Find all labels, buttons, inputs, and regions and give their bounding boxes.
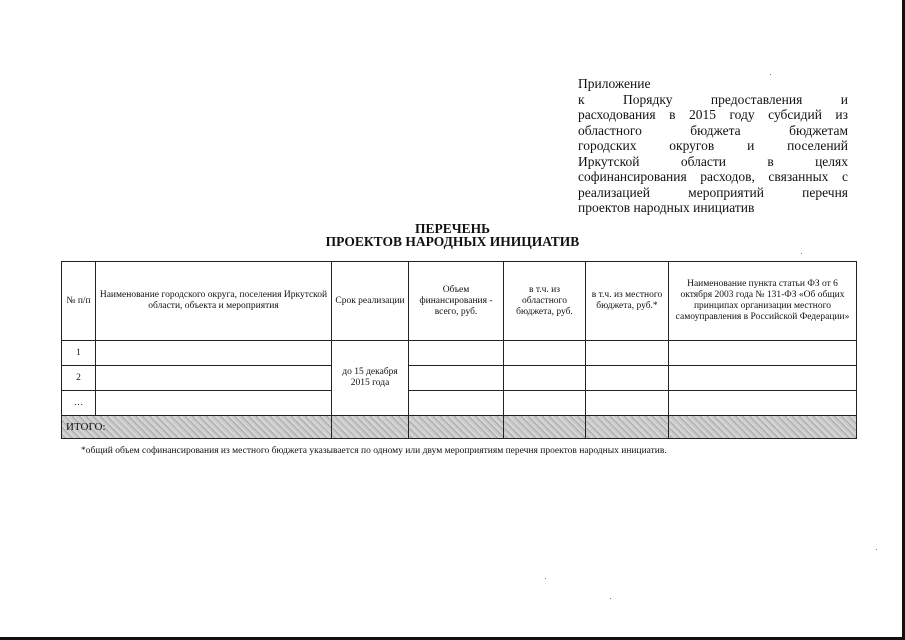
appendix-line: городских округов и поселений: [578, 138, 848, 153]
header-local-budget: в т.ч. из местного бюджета, руб.*: [586, 262, 669, 341]
header-number: № п/п: [62, 262, 96, 341]
row-number: 2: [62, 366, 96, 391]
header-total-funding: Объем финансирования - всего, руб.: [409, 262, 504, 341]
appendix-line: расходования в 2015 году субсидий из: [578, 107, 848, 122]
total-deadline: [332, 416, 409, 439]
cell-article: [669, 366, 857, 391]
cell-deadline: до 15 декабря 2015 года: [332, 341, 409, 416]
title-line-1: ПЕРЕЧЕНЬ: [414, 221, 491, 236]
document-title: [0, 222, 905, 248]
footnote: *общий объем софинансирования из местного бюджета указывается по одному или двум мероприятиям перечня проектов народных инициатив.: [81, 446, 667, 456]
appendix-line: к Порядку предоставления и: [578, 91, 848, 107]
header-name: Наименование городского округа, поселения Иркутской области, объекта и мероприятия: [96, 262, 332, 341]
total-regional: [504, 416, 586, 439]
total-local: [586, 416, 669, 439]
appendix-line: софинансирования расходов, связанных с: [578, 169, 848, 184]
scan-speck: [545, 578, 546, 579]
cell-local: [586, 391, 669, 416]
cell-total: [409, 391, 504, 416]
row-number: 1: [62, 341, 96, 366]
header-regional-budget: в т.ч. из областного бюджета, руб.: [504, 262, 586, 341]
table-row: [62, 341, 857, 366]
table-header-row: [62, 262, 857, 341]
total-row: [62, 416, 857, 439]
table-row: [62, 366, 857, 391]
cell-name: [96, 341, 332, 366]
row-number: …: [62, 391, 96, 416]
cell-local: [586, 366, 669, 391]
cell-article: [669, 391, 857, 416]
table-row: [62, 391, 857, 416]
total-funding: [409, 416, 504, 439]
projects-table: [61, 261, 857, 439]
appendix-note: [578, 76, 848, 216]
cell-name: [96, 391, 332, 416]
cell-regional: [504, 366, 586, 391]
appendix-line: Приложение: [578, 76, 651, 91]
scan-speck: [876, 549, 877, 550]
appendix-line: Иркутской области в целях: [578, 153, 848, 169]
cell-name: [96, 366, 332, 391]
header-deadline: Срок реализации: [332, 262, 409, 341]
appendix-line: реализацией мероприятий перечня: [578, 184, 848, 200]
cell-local: [586, 341, 669, 366]
total-label: ИТОГО:: [62, 416, 332, 439]
appendix-line: областного бюджета бюджетам: [578, 122, 848, 138]
cell-article: [669, 341, 857, 366]
header-law-article: Наименование пункта статьи ФЗ от 6 октября 2003 года № 131-ФЗ «Об общих принципах организации местного самоуправления в Российской Федерации»: [669, 262, 857, 341]
scan-speck: [801, 253, 802, 254]
cell-total: [409, 366, 504, 391]
title-line-2: ПРОЕКТОВ НАРОДНЫХ ИНИЦИАТИВ: [325, 234, 580, 249]
scan-speck: [610, 598, 611, 599]
cell-regional: [504, 341, 586, 366]
cell-total: [409, 341, 504, 366]
scan-speck: [770, 74, 771, 75]
appendix-line: проектов народных инициатив: [578, 200, 755, 215]
total-article: [669, 416, 857, 439]
cell-regional: [504, 391, 586, 416]
